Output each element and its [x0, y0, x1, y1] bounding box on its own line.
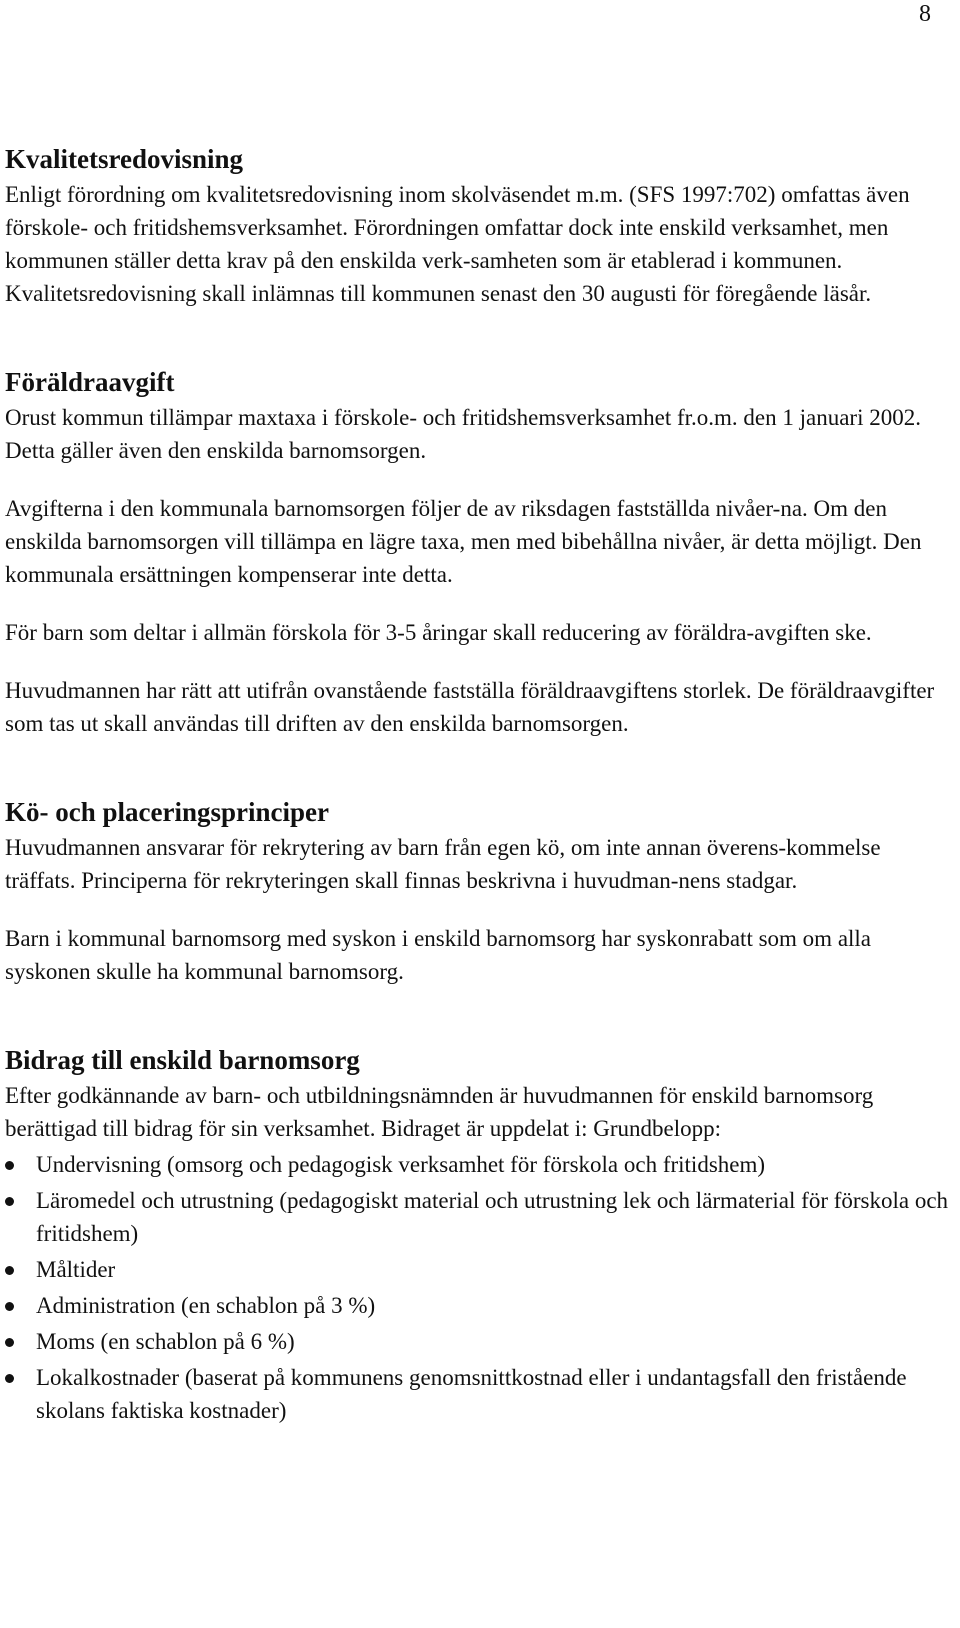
list-item	[5, 1148, 951, 1181]
bullet-icon	[5, 1302, 14, 1311]
list-item	[5, 1361, 951, 1427]
list-item-text: Administration (en schablon på 3 %)	[36, 1293, 376, 1318]
bullet-list	[5, 1148, 951, 1427]
paragraph: Avgifterna i den kommunala barnomsorgen följer de av riksdagen fastställda nivåer-na. Om den enskilda barnomsorgen vill tillämpa en lägre taxa, men med bibehållna nivåer, är detta möjligt. Den kommunala ersättningen kompenserar inte detta.	[5, 496, 922, 587]
paragraph: Barn i kommunal barnomsorg med syskon i enskild barnomsorg har syskonrabatt som om alla syskonen skulle ha kommunal barnomsorg.	[5, 926, 872, 984]
list-item-text: Undervisning (omsorg och pedagogisk verksamhet för förskola och fritidshem)	[36, 1152, 766, 1177]
paragraph: Huvudmannen har rätt att utifrån ovanstående fastställa föräldraavgiftens storlek. De föräldraavgifter som tas ut skall användas till driften av den enskilda barnomsorgen.	[5, 678, 935, 736]
bullet-icon	[5, 1338, 14, 1347]
section-heading: Föräldraavgift	[5, 367, 175, 397]
list-item-text: Läromedel och utrustning (pedagogiskt material och utrustning lek och lärmaterial för förskola och fritidshem)	[36, 1188, 949, 1246]
bullet-icon	[5, 1161, 14, 1170]
section-heading: Bidrag till enskild barnomsorg	[5, 1045, 360, 1075]
bullet-icon	[5, 1374, 14, 1383]
section-bidrag	[5, 1041, 951, 1427]
paragraph: Orust kommun tillämpar maxtaxa i förskole- och fritidshemsverksamhet fr.o.m. den 1 januari 2002. Detta gäller även den enskilda barnomsorgen.	[5, 405, 921, 463]
list-item	[5, 1325, 951, 1358]
list-item	[5, 1289, 951, 1322]
list-item-text: Lokalkostnader (baserat på kommunens genomsnittkostnad eller i undantagsfall den fristående skolans faktiska kostnader)	[36, 1365, 907, 1423]
paragraph: Efter godkännande av barn- och utbildningsnämnden är huvudmannen för enskild barnomsorg berättigad till bidrag för sin verksamhet. Bidraget är uppdelat i: Grundbelopp:	[5, 1083, 874, 1141]
paragraph: För barn som deltar i allmän förskola för 3-5 åringar skall reducering av föräldra-avgiften ske.	[5, 620, 872, 645]
paragraph: Enligt förordning om kvalitetsredovisning inom skolväsendet m.m. (SFS 1997:702) omfattas även förskole- och fritidshemsverksamhet. Förordningen omfattar dock inte enskild verksamhet, men kommunen ställer detta krav på den enskilda verk-samheten som är etablerad i kommunen. Kvalitetsredovisning skall inlämnas till kommunen senast den 30 augusti för föregående läsår.	[5, 182, 910, 306]
list-item-text: Måltider	[36, 1257, 116, 1282]
section-ko-och-placeringsprinciper	[5, 793, 951, 988]
paragraph: Huvudmannen ansvarar för rekrytering av barn från egen kö, om inte annan överens-kommelse träffats. Principerna för rekryteringen skall finnas beskrivna i huvudman-nens stadgar.	[5, 835, 881, 893]
page-number: 8	[919, 1, 931, 27]
list-item-text: Moms (en schablon på 6 %)	[36, 1329, 295, 1354]
document-body	[5, 140, 951, 1427]
section-foraldraavgift	[5, 363, 951, 740]
section-heading: Kö- och placeringsprinciper	[5, 797, 329, 827]
bullet-icon	[5, 1197, 14, 1206]
list-item	[5, 1184, 951, 1250]
bullet-icon	[5, 1266, 14, 1275]
section-kvalitetsredovisning	[5, 140, 951, 310]
section-heading: Kvalitetsredovisning	[5, 144, 244, 174]
list-item	[5, 1253, 951, 1286]
